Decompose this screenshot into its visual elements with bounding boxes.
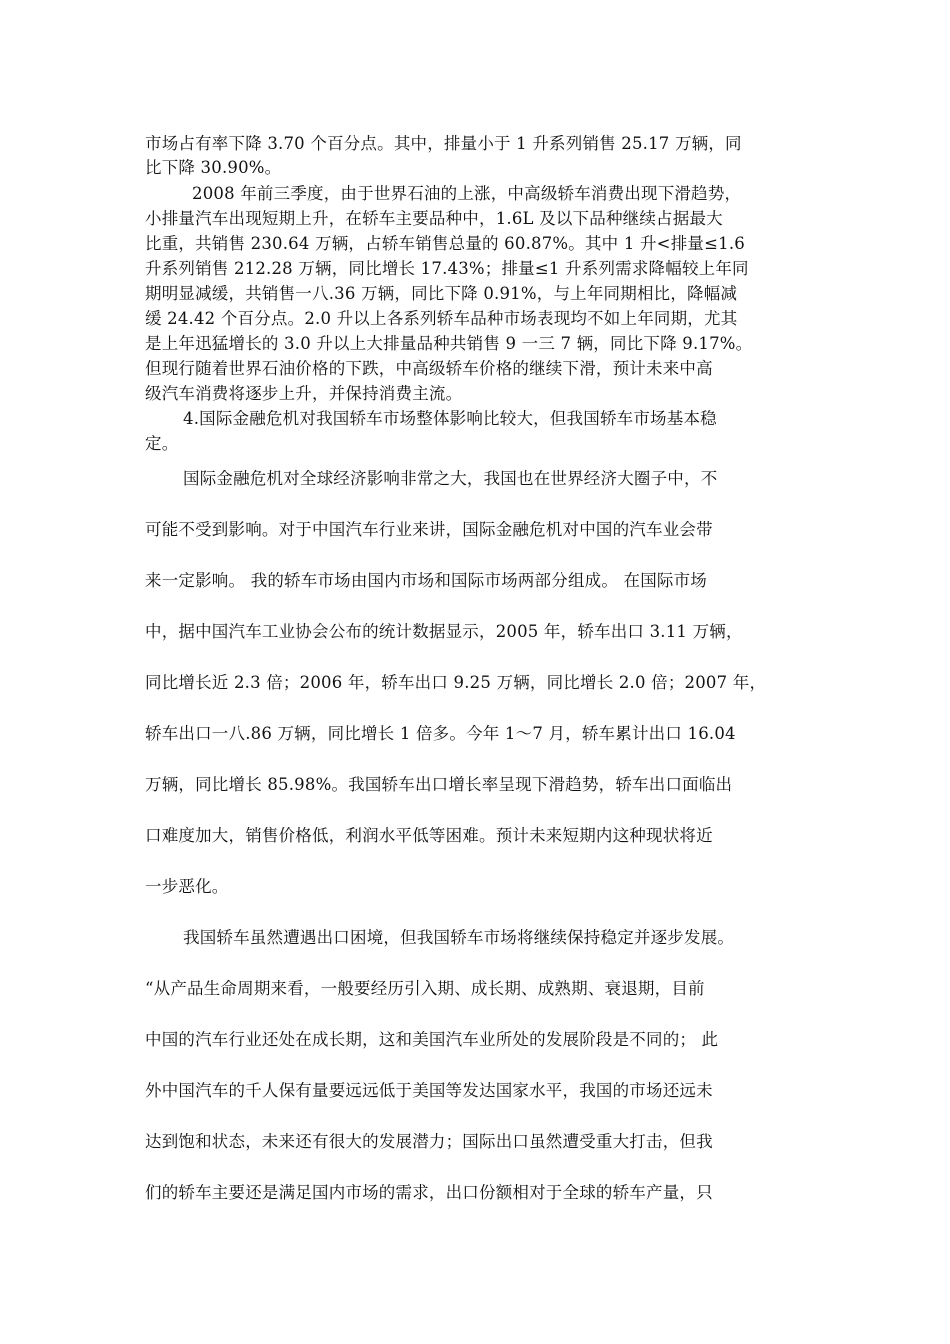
section-heading-line: 定。 [145,434,179,453]
text-line: 我国轿车虽然遭遇出口困境，但我国轿车市场将继续保持稳定并逐步发展。 [183,928,735,947]
text-line: 一步恶化。 [145,877,229,896]
text-line: 来一定影响。 我的轿车市场由国内市场和国际市场两部分组成。 在国际市场 [145,571,707,590]
text-line: 2008 年前三季度，由于世界石油的上涨，中高级轿车消费出现下滑趋势， [192,184,742,203]
text-line: 中，据中国汽车工业协会公布的统计数据显示，2005 年，轿车出口 3.11 万辆， [145,622,743,641]
section-heading-line: 4.国际金融危机对我国轿车市场整体影响比较大，但我国轿车市场基本稳 [183,409,717,428]
text-line: 比重，共销售 230.64 万辆，占轿车销售总量的 60.87%。其中 1 升<排量≤1.6 [145,234,745,253]
text-line: 外中国汽车的千人保有量要远远低于美国等发达国家水平，我国的市场还远未 [145,1081,713,1100]
text-line: 轿车出口一八.86 万辆，同比增长 1 倍多。今年 1～7 月，轿车累计出口 16.04 [145,724,736,743]
text-line: 期明显减缓，共销售一八.36 万辆，同比下降 0.91%，与上年同期相比，降幅减 [145,284,738,303]
text-line: 们的轿车主要还是满足国内市场的需求，出口份额相对于全球的轿车产量，只 [145,1183,713,1202]
text-line: 达到饱和状态，未来还有很大的发展潜力；国际出口虽然遭受重大打击，但我 [145,1132,713,1151]
text-line: 小排量汽车出现短期上升，在轿车主要品种中，1.6L 及以下品种继续占据最大 [145,209,723,228]
text-line: 万辆，同比增长 85.98%。我国轿车出口增长率呈现下滑趋势，轿车出口面临出 [145,775,733,794]
text-line: 同比增长近 2.3 倍；2006 年，轿车出口 9.25 万辆，同比增长 2.0 倍；2007 年， [145,673,767,692]
text-line: 是上年迅猛增长的 3.0 升以上大排量品种共销售 9 一三 7 辆，同比下降 9.17%。 [145,334,753,353]
text-line: 升系列销售 212.28 万辆，同比增长 17.43%；排量≤1 升系列需求降幅较上年同 [145,259,749,278]
text-line: 中国的汽车行业还处在成长期，这和美国汽车业所处的发展阶段是不同的； 此 [145,1030,719,1049]
text-line: 市场占有率下降 3.70 个百分点。其中，排量小于 1 升系列销售 25.17 万辆，同 [145,134,742,153]
text-line: 比下降 30.90%。 [145,158,282,177]
text-line: 口难度加大，销售价格低，利润水平低等困难。预计未来短期内这种现状将近 [145,826,713,845]
text-line: “从产品生命周期来看，一般要经历引入期、成长期、成熟期、衰退期，目前 [145,979,705,998]
text-line: 缓 24.42 个百分点。2.0 升以上各系列轿车品种市场表现均不如上年同期，尤其 [145,309,738,328]
text-line: 但现行随着世界石油价格的下跌，中高级轿车价格的继续下滑，预计未来中高 [145,359,713,378]
text-line: 级汽车消费将逐步上升，并保持消费主流。 [145,384,463,403]
text-line: 国际金融危机对全球经济影响非常之大，我国也在世界经济大圈子中，不 [183,469,718,488]
text-line: 可能不受到影响。对于中国汽车行业来讲，国际金融危机对中国的汽车业会带 [145,520,713,539]
